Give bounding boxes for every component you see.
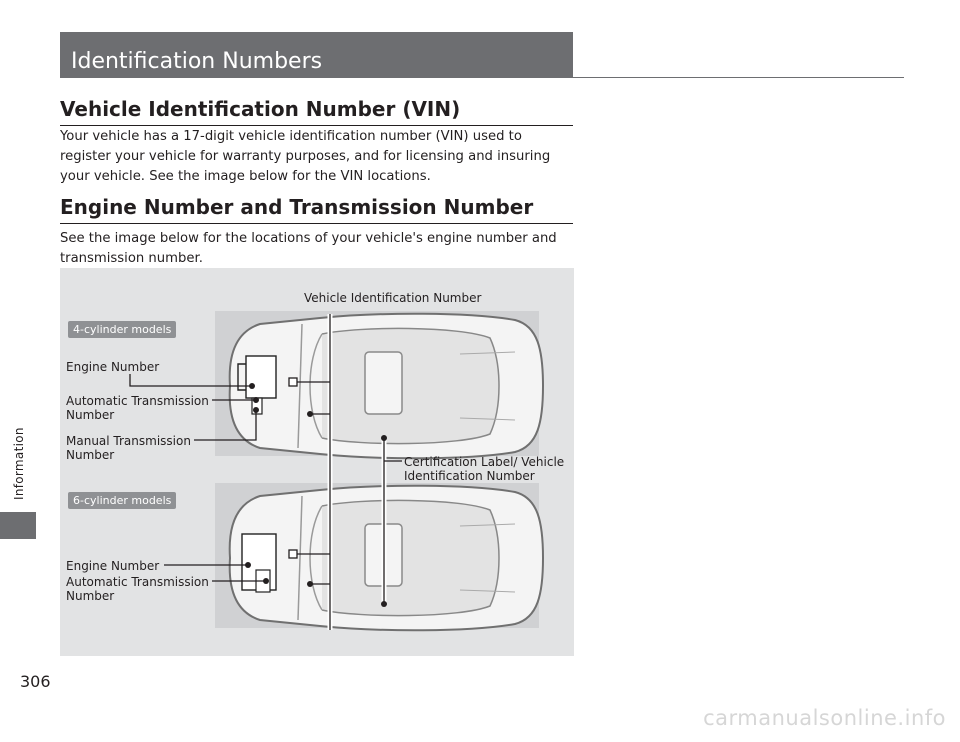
engine-number-label-4cyl: Engine Number: [66, 360, 160, 374]
badge-6-cylinder: 6-cylinder models: [68, 492, 176, 509]
section-tab-label: Information: [12, 427, 26, 501]
engine-heading: Engine Number and Transmission Number: [60, 195, 573, 224]
badge-4-cylinder: 4-cylinder models: [68, 321, 176, 338]
vin-heading: Vehicle Identification Number (VIN): [60, 97, 573, 126]
cert-label: Certification Label/ Vehicle Identification Number: [404, 455, 565, 483]
watermark-text: carmanualsonline.info: [703, 706, 946, 730]
vin-paragraph: Your vehicle has a 17-digit vehicle identification number (VIN) used to register your vehicle for warranty purposes, and for licensing and insuring your vehicle. See the image below for the VIN locations.: [60, 129, 551, 184]
at-number-label-4cyl: Automatic Transmission Number: [66, 394, 209, 422]
at-number-label-6cyl: Automatic Transmission Number: [66, 575, 209, 603]
engine-number-label-6cyl: Engine Number: [66, 559, 160, 573]
at-number-marker-6cyl: [263, 578, 269, 584]
vin-label: Vehicle Identification Number: [301, 291, 484, 305]
vin-marker-dash-top: [289, 378, 297, 386]
vin-marker-dash-bottom: [289, 550, 297, 558]
mt-number-label-4cyl: Manual Transmission Number: [66, 434, 191, 462]
id-location-figure: [60, 268, 574, 656]
vin-marker-door-top: [307, 411, 313, 417]
engine-paragraph: See the image below for the locations of your vehicle's engine number and transmission number.: [60, 231, 557, 266]
vin-marker-door-bottom: [307, 581, 313, 587]
cert-marker-top: [381, 435, 387, 441]
page-title: Identification Numbers: [60, 32, 573, 78]
section-tab: [0, 512, 36, 539]
title-rule: [573, 77, 904, 78]
at-number-marker-4cyl: [253, 397, 259, 403]
engine-number-marker-6cyl: [245, 562, 251, 568]
cert-marker-bottom: [381, 601, 387, 607]
mt-number-marker-4cyl: [253, 407, 259, 413]
engine-number-marker-4cyl: [249, 383, 255, 389]
page-number: 306: [20, 672, 51, 691]
